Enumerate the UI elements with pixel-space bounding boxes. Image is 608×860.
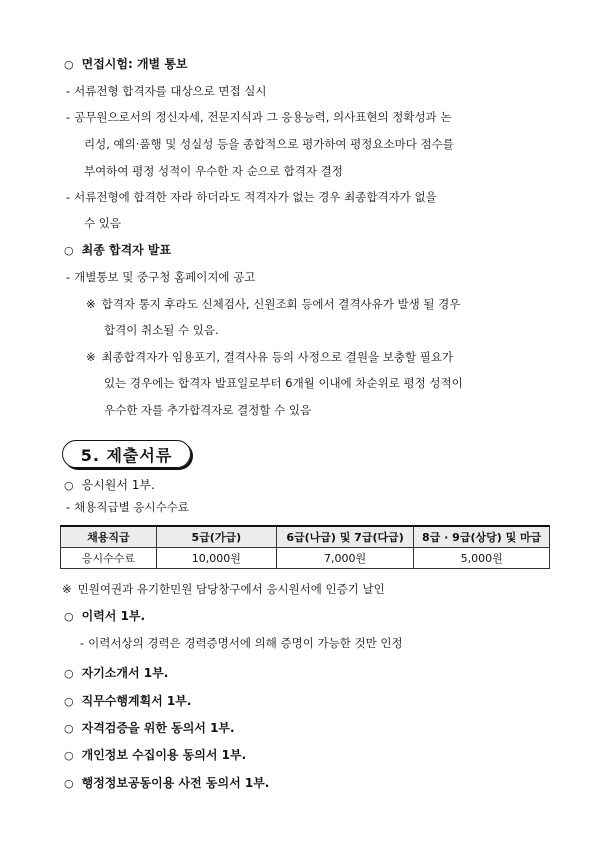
resume-note: - 이력서상의 경력은 경력증명서에 의해 증명이 가능한 것만 인정	[80, 636, 403, 650]
interview-line-2c: 부여하여 평정 성적이 우수한 자 순으로 합격자 결정	[84, 164, 343, 178]
table-cell: 5,000원	[414, 548, 550, 569]
table-cell: 응시수수료	[61, 548, 157, 569]
circle-bullet-icon: ○	[64, 244, 74, 257]
doc-job-plan: ○ 직무수행계획서 1부.	[64, 694, 192, 708]
final-note-1b: 합격이 취소될 수 있음.	[104, 323, 219, 337]
circle-bullet-icon: ○	[64, 695, 74, 708]
table-row	[61, 548, 550, 569]
interview-line-1: - 서류전형 합격자를 대상으로 면접 실시	[66, 84, 267, 98]
reference-mark-icon: ※	[62, 582, 72, 596]
table-cell: 7,000원	[276, 548, 414, 569]
reference-mark-icon: ※	[86, 350, 96, 364]
final-note-2b: 있는 경우에는 합격자 발표일로부터 6개월 이내에 차순위로 평정 성적이	[104, 376, 463, 390]
final-note-2c: 우수한 자를 추가합격자로 결정할 수 있음	[104, 403, 312, 417]
doc-application-form: ○ 응시원서 1부.	[64, 478, 155, 492]
doc-admin-info-consent: ○ 행정정보공동이용 사전 동의서 1부.	[64, 776, 270, 790]
reference-mark-icon: ※	[86, 297, 96, 311]
circle-bullet-icon: ○	[64, 667, 74, 680]
fee-caption: - 채용직급별 응시수수료	[66, 500, 189, 514]
section-title-submission-documents: 5. 제출서류	[62, 440, 191, 468]
table-header-cell: 6급(나급) 및 7급(다급)	[276, 526, 414, 548]
interview-line-3b: 수 있음	[84, 216, 121, 230]
interview-heading: ○ 면접시험: 개별 통보	[64, 57, 188, 71]
table-header-cell: 채용직급	[61, 526, 157, 548]
final-note-2a: ※ 최종합격자가 임용포기, 결격사유 등의 사정으로 결원을 보충할 필요가	[86, 350, 454, 364]
circle-bullet-icon: ○	[64, 749, 74, 762]
table-header-row	[61, 526, 550, 548]
interview-line-2b: 리성, 예의·품행 및 성실성 등을 종합적으로 평가하여 평정요소마다 점수를	[84, 137, 454, 151]
circle-bullet-icon: ○	[64, 479, 74, 492]
doc-self-introduction: ○ 자기소개서 1부.	[64, 666, 169, 680]
circle-bullet-icon: ○	[64, 722, 74, 735]
interview-line-2a: - 공무원으로서의 정신자세, 전문지식과 그 응용능력, 의사표현의 정확성과 논	[66, 110, 452, 124]
doc-qualification-consent: ○ 자격검증을 위한 동의서 1부.	[64, 721, 235, 735]
circle-bullet-icon: ○	[64, 58, 74, 71]
doc-privacy-consent: ○ 개인정보 수집이용 동의서 1부.	[64, 748, 247, 762]
stamp-note: ※ 민원여권과 유기한민원 담당창구에서 응시원서에 인증기 날인	[62, 582, 385, 596]
table-header-cell: 8급 · 9급(상당) 및 마급	[414, 526, 550, 548]
circle-bullet-icon: ○	[64, 610, 74, 623]
fee-table	[60, 525, 550, 569]
table-cell: 10,000원	[156, 548, 276, 569]
final-heading: ○ 최종 합격자 발표	[64, 243, 172, 257]
doc-resume: ○ 이력서 1부.	[64, 609, 146, 623]
interview-line-3a: - 서류전형에 합격한 자라 하더라도 적격자가 없는 경우 최종합격자가 없을	[66, 190, 437, 204]
table-header-cell: 5급(가급)	[156, 526, 276, 548]
final-note-1a: ※ 합격자 통지 후라도 신체검사, 신원조회 등에서 결격사유가 발생 될 경우	[86, 297, 461, 311]
circle-bullet-icon: ○	[64, 777, 74, 790]
final-line-1: - 개별통보 및 중구청 홈페이지에 공고	[66, 270, 256, 284]
